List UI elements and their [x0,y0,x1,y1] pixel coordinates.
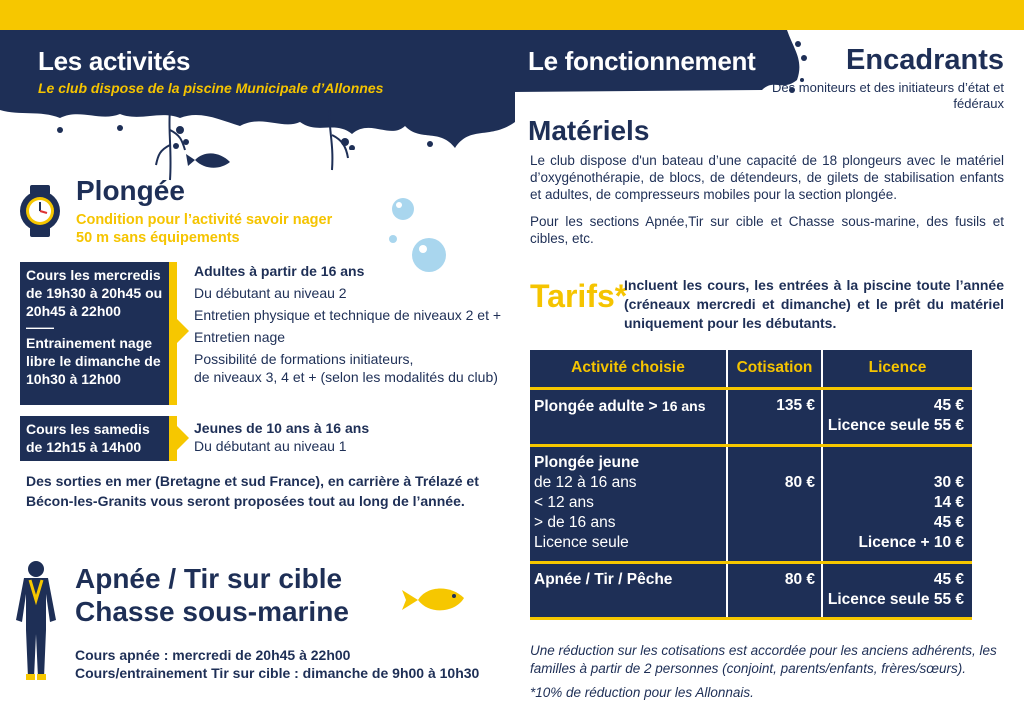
header-activite: Activité choisie [530,350,727,388]
tarifs-title: Tarifs* [530,278,628,314]
adultes-list [194,260,504,386]
activite-label: Plongée jeune [534,453,640,471]
table-row [530,445,972,562]
cell-activite [530,388,727,445]
box1-yellow-bar [169,262,177,405]
sorties-text: Des sorties en mer (Bretagne et sud France), en carrière à Trélazé et Bécon-les-Granits vous seront proposées tout au long de l’année. [26,473,479,509]
top-yellow-bar [0,0,1024,30]
box1-line: 20h45 à 22h00 [26,303,121,319]
activites-subtitle: Le club dispose de la piscine Municipale d’Allonnes [38,80,384,96]
cell-activite: Apnée / Tir / Pêche [530,562,727,618]
cell-licence [822,562,972,618]
schedule-box-mercredi [20,262,169,405]
adultes-item: Du débutant au niveau 2 [194,285,347,301]
box1-separator: —— [26,319,54,335]
box1-line: Entrainement nage [26,335,153,351]
apnee-title [75,562,349,628]
licence-value: Licence + 10 € [858,533,964,551]
plongee-title: Plongée [76,175,185,206]
adultes-item: Entretien nage [194,329,286,345]
fonctionnement-title: Le fonctionnement [528,46,756,76]
box1-line: 10h30 à 12h00 [26,371,121,387]
header-licence: Licence [822,350,972,388]
materiels-paragraph-2: Pour les sections Apnée,Tir sur cible et Chasse sous-marine, des fusils et cibles, etc. [530,214,1004,246]
yellow-fish-icon [400,582,466,618]
fish-icon [186,153,230,167]
apnee-line: Cours/entrainement Tir sur cible : dimanche de 9h00 à 10h30 [75,665,480,681]
activite-sub: Licence seule [534,533,629,551]
box2-yellow-bar [169,416,177,461]
apnee-title-line-1: Apnée / Tir sur cible [75,563,343,594]
allonnais-note: *10% de réduction pour les Allonnais. [530,685,754,700]
materiels-paragraph-1: Le club dispose d'un bateau d’une capacité de 18 plongeurs avec le matériel d’oxygénothérapie, de blocs, de détendeurs, de gilets de stabilisation enfants et adultes, de compresseurs mobiles pour la section plongée. [530,153,1004,202]
box1-arrow-icon [177,319,189,343]
cell-activite [530,445,727,562]
apnee-line: Cours apnée : mercredi de 20h45 à 22h00 [75,647,351,663]
jeunes-item: Du débutant au niveau 1 [194,438,347,454]
jeunes-list [194,419,494,455]
dive-watch-icon [16,185,64,237]
table-row [530,388,972,445]
activite-sub: > de 16 ans [534,513,616,531]
activite-sub: de 12 à 16 ans [534,473,637,491]
schedule-box-samedi [20,416,169,461]
box2-line: Cours les samedis [26,421,150,437]
plongee-condition [76,211,332,247]
activites-title: Les activités [38,46,191,76]
activite-sub: < 12 ans [534,493,594,511]
condition-line-2: 50 m sans équipements [76,230,240,246]
adultes-item: Possibilité de formations initiateurs, [194,351,414,367]
adultes-item: de niveaux 3, 4 et + (selon les modalités du club) [194,369,498,385]
apnee-schedule [75,646,479,682]
tarifs-table [530,350,972,620]
licence-value: 14 € [933,493,964,511]
wetsuit-icon [12,560,60,682]
box2-line: de 12h15 à 14h00 [26,439,142,455]
materiels-title: Matériels [528,115,650,146]
licence-value: Licence seule 55 € [827,416,964,434]
box1-line: Cours les mercredis [26,267,161,283]
box1-line: libre le dimanche de [26,353,161,369]
licence-value: Licence seule 55 € [827,590,964,608]
adultes-item: Entretien physique et technique de niveaux 2 et + [194,307,502,323]
apnee-title-line-2: Chasse sous-marine [75,596,349,627]
tarifs-description: Incluent les cours, les entrées à la piscine toute l’année (créneaux mercredi et dimanche) et le prêt du matériel uniquement pour les débutants. [624,277,1004,331]
reduction-note: Une réduction sur les cotisations est accordée pour les anciens adhérents, les familles à partir de 2 personnes (conjoint, parents/enfants, frères/sœurs). [530,643,997,676]
activite-label: Plongée adulte > [534,397,662,415]
activite-age: 16 ans [661,397,706,414]
cell-cotisation: 80 € [727,562,822,618]
cell-licence [822,388,972,445]
coral-decoration [0,110,420,190]
jeunes-title: Jeunes de 10 ans à 16 ans [194,420,370,436]
licence-value: 45 € [933,513,964,531]
encadrants-description: Des moniteurs et des initiateurs d’état et fédéraux [772,80,1004,111]
box1-line: de 19h30 à 20h45 ou [26,285,163,301]
adultes-title: Adultes à partir de 16 ans [194,263,365,279]
cell-licence [822,445,972,562]
condition-line-1: Condition pour l’activité savoir nager [76,212,333,228]
header-cotisation: Cotisation [727,350,822,388]
licence-value: 45 € [933,570,964,588]
box2-arrow-icon [177,426,189,450]
table-row [530,562,972,618]
tarifs-header-row [530,350,972,388]
licence-value: 45 € [933,396,964,414]
cell-cotisation: 135 € [727,388,822,445]
licence-value: 30 € [933,473,964,491]
encadrants-title: Encadrants [846,44,1004,76]
cell-cotisation: 80 € [727,445,822,562]
